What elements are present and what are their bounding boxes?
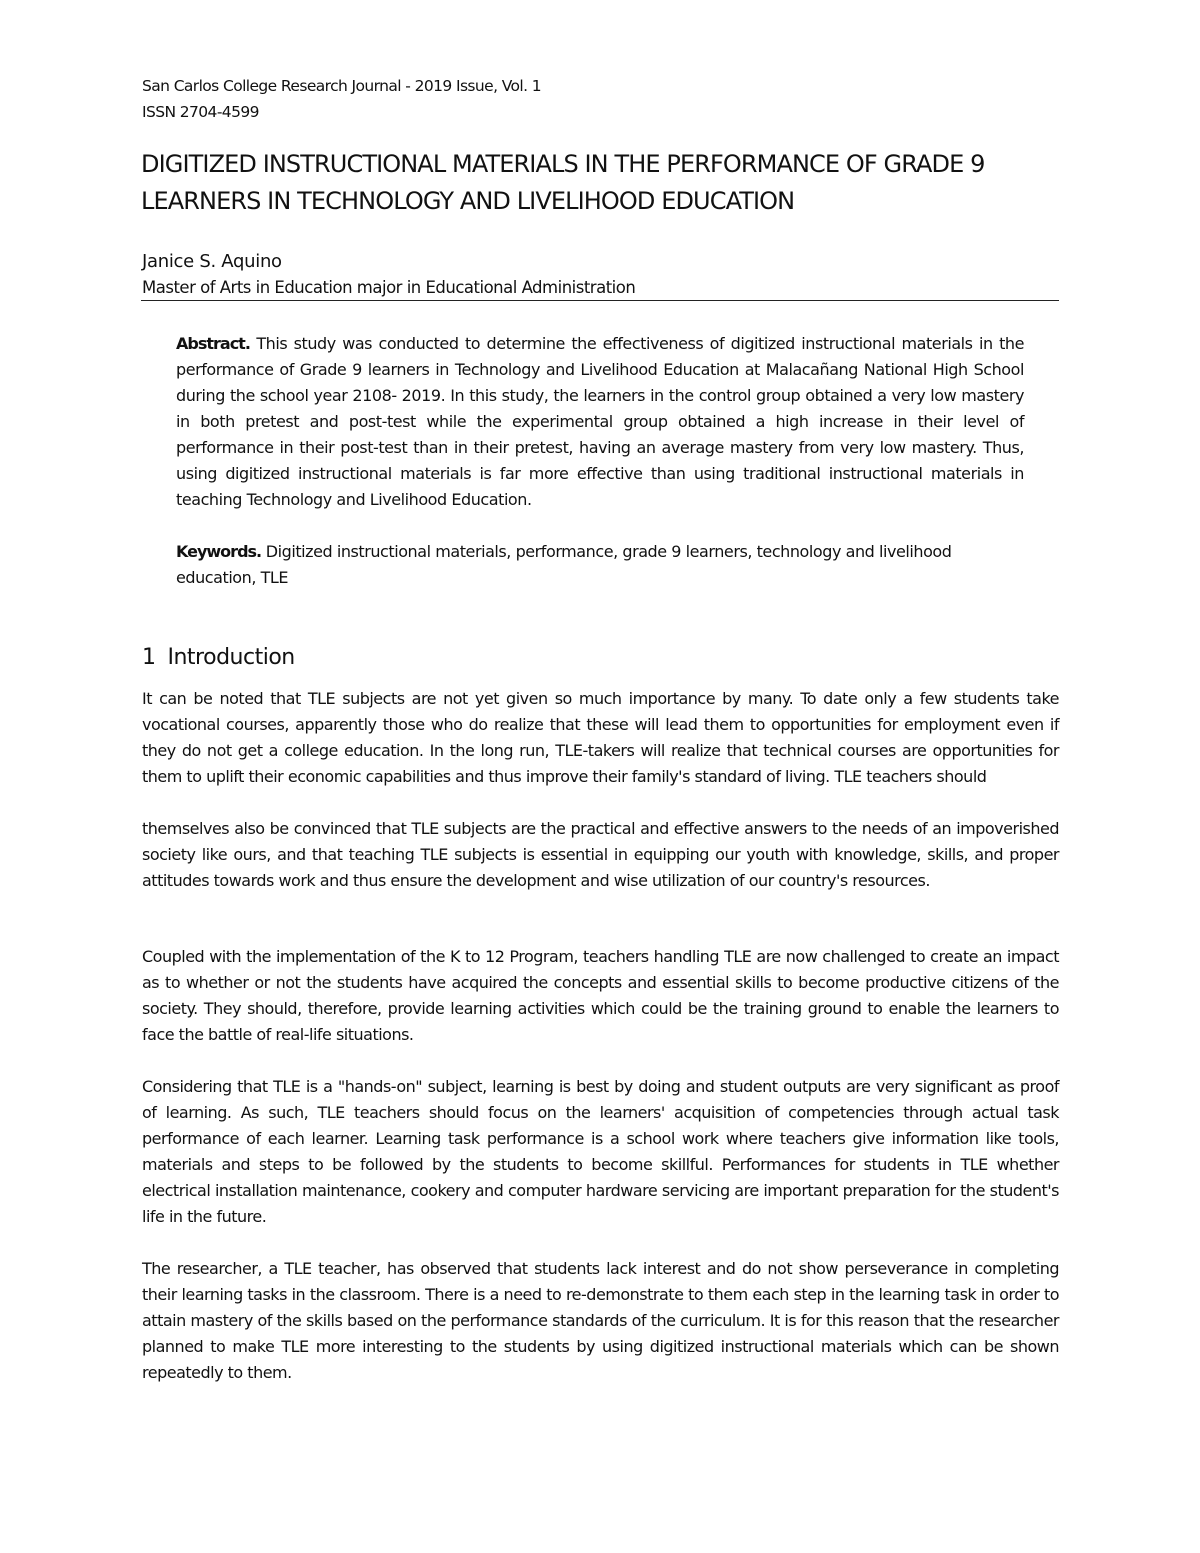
header-divider	[141, 300, 1059, 301]
journal-name: San Carlos College Research Journal - 2019 Issue, Vol. 1	[142, 77, 542, 95]
body-paragraph: Considering that TLE is a "hands-on" subject, learning is best by doing and student outputs are very significant as proof of learning. As such, TLE teachers should focus on the learners' acquisition of competencies through actual task performance of each learner. Learning task performance is a school work where teachers give information like tools, materials and steps to be followed by the students to become skillful. Performances for students in TLE whether electrical installation maintenance, cookery and computer hardware servicing are important preparation for the student's life in the future.	[142, 1077, 1059, 1226]
author-name: Janice S. Aquino	[142, 251, 282, 272]
keywords-label: Keywords.	[176, 542, 262, 561]
keywords	[176, 539, 1024, 591]
journal-issn: ISSN 2704-4599	[142, 103, 259, 121]
body-paragraph: The researcher, a TLE teacher, has observed that students lack interest and do not show perseverance in completing their learning tasks in the classroom. There is a need to re-demonstrate to them each step in the learning task in order to attain mastery of the skills based on the performance standards of the curriculum. It is for this reason that the researcher planned to make TLE more interesting to the students by using digitized instructional materials which can be shown repeatedly to them.	[142, 1259, 1059, 1382]
body-paragraph: themselves also be convinced that TLE subjects are the practical and effective answers to the needs of an impoverished society like ours, and that teaching TLE subjects is essential in equipping our youth with knowledge, skills, and proper attitudes towards work and thus ensure the development and wise utilization of our country's resources.	[142, 819, 1059, 890]
section-heading	[142, 643, 295, 673]
keywords-text: Digitized instructional materials, performance, grade 9 learners, technology and livelihood education, TLE	[176, 542, 952, 587]
abstract-label: Abstract.	[176, 334, 250, 353]
paper-title: DIGITIZED INSTRUCTIONAL MATERIALS IN THE PERFORMANCE OF GRADE 9 LEARNERS IN TECHNOLOGY AND LIVELIHOOD EDUCATION	[141, 150, 985, 215]
body-paragraph: Coupled with the implementation of the K to 12 Program, teachers handling TLE are now challenged to create an impact as to whether or not the students have acquired the concepts and essential skills to become productive citizens of the society. They should, therefore, provide learning activities which could be the training ground to enable the learners to face the battle of real-life situations.	[142, 947, 1059, 1044]
body-paragraph: It can be noted that TLE subjects are not yet given so much importance by many. To date only a few students take vocational courses, apparently those who do realize that these will lead them to opportunities for employment even if they do not get a college education. In the long run, TLE-takers will realize that technical courses are opportunities for them to uplift their economic capabilities and thus improve their family's standard of living. TLE teachers should	[142, 689, 1059, 786]
section-number: 1	[142, 645, 156, 670]
abstract	[176, 331, 1024, 513]
author-degree: Master of Arts in Education major in Educational Administration	[142, 278, 636, 297]
abstract-text: This study was conducted to determine the effectiveness of digitized instructional materials in the performance of Grade 9 learners in Technology and Livelihood Education at Malacañang National High School during the school year 2108- 2019. In this study, the learners in the control group obtained a very low mastery in both pretest and post-test while the experimental group obtained a high increase in their level of performance in their post-test than in their pretest, having an average mastery from very low mastery. Thus, using digitized instructional materials is far more effective than using traditional instructional materials in teaching Technology and Livelihood Education.	[176, 334, 1024, 509]
section-title: Introduction	[167, 645, 295, 670]
